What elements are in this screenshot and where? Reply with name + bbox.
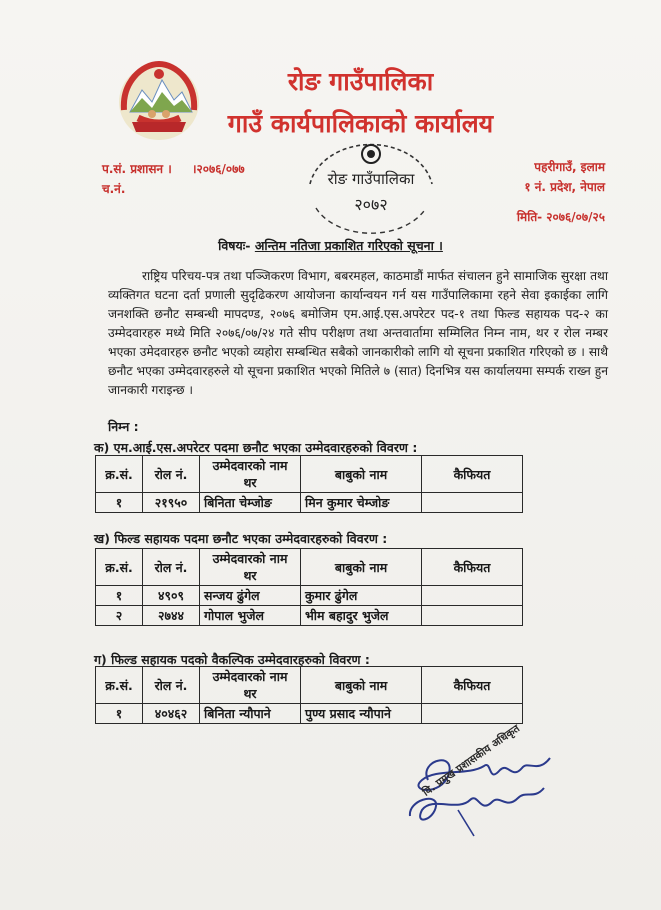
letter-date: मिति- २०७६/०७/२५ (516, 210, 605, 224)
column-header-father-name: बाबुको नाम (301, 667, 422, 704)
cell-candidate-name: सन्जय ढुंगेल (200, 586, 301, 606)
cell-father-name: कुमार ढुंगेल (301, 586, 422, 606)
column-header-father-name: बाबुको नाम (301, 456, 422, 493)
subject-line (0, 237, 661, 254)
office-name-line1: रोङ गाउँपालिका (287, 67, 434, 96)
list-intro-label: निम्न : (108, 419, 139, 434)
cell-serial: १ (96, 493, 143, 513)
cell-remarks (422, 606, 523, 626)
dispatch-label: च.नं. (102, 182, 126, 196)
cell-roll: २१९५० (143, 493, 200, 513)
column-header-serial: क्र.सं. (96, 456, 143, 493)
column-header-roll: रोल नं. (143, 667, 200, 704)
table-row (96, 586, 523, 606)
column-header-candidate-name: उम्मेदवारको नाम थर (200, 549, 301, 586)
cell-father-name: पुण्य प्रसाद न्यौपाने (301, 704, 422, 724)
office-seal-icon (296, 138, 446, 246)
alternate-candidates-table (95, 666, 523, 724)
table-header-row (96, 549, 523, 586)
cell-candidate-name: बिनिता न्यौपाने (200, 704, 301, 724)
cell-roll: ४९०९ (143, 586, 200, 606)
column-header-father-name: बाबुको नाम (301, 549, 422, 586)
mis-operator-table (95, 455, 523, 513)
subject-label: विषयः- (218, 238, 251, 253)
field-assistant-table (95, 548, 523, 626)
table-row (96, 493, 523, 513)
column-header-candidate-name: उम्मेदवारको नाम थर (200, 456, 301, 493)
column-header-remarks: कैफियत (422, 456, 523, 493)
cell-serial: १ (96, 586, 143, 606)
reference-label: प.सं. प्रशासन । (102, 162, 172, 176)
section-title-field-assistant: ख) फिल्ड सहायक पदमा छनौट भएका उम्मेदवारहरुको विवरण : (94, 531, 388, 546)
column-header-serial: क्र.सं. (96, 667, 143, 704)
cell-candidate-name: बिनिता चेम्जोङ (200, 493, 301, 513)
cell-remarks (422, 493, 523, 513)
column-header-remarks: कैफियत (422, 549, 523, 586)
table-header-row (96, 456, 523, 493)
table-row (96, 606, 523, 626)
column-header-roll: रोल नं. (143, 456, 200, 493)
cell-remarks (422, 704, 523, 724)
reference-number: ।२०७६/०७७ (192, 162, 245, 176)
column-header-candidate-name: उम्मेदवारको नाम थर (200, 667, 301, 704)
cell-candidate-name: गोपाल भुजेल (200, 606, 301, 626)
cell-remarks (422, 586, 523, 606)
table-row (96, 704, 523, 724)
cell-father-name: मिन कुमार चेम्जोङ (301, 493, 422, 513)
stamp-text-line2: २०७२ (354, 195, 388, 214)
cell-roll: ४०४६२ (143, 704, 200, 724)
column-header-serial: क्र.सं. (96, 549, 143, 586)
handwritten-signature (388, 740, 588, 870)
table-header-row (96, 667, 523, 704)
cell-serial: २ (96, 606, 143, 626)
section-title-alternate-candidates: ग) फिल्ड सहायक पदको वैकल्पिक उम्मेदवारहरुको विवरण : (94, 652, 370, 667)
section-title-mis-operator: क) एम.आई.एस.अपरेटर पदमा छनौट भएका उम्मेदवारहरुको विवरण : (94, 440, 418, 455)
column-header-roll: रोल नं. (143, 549, 200, 586)
address-line2: १ नं. प्रदेश, नेपाल (524, 180, 605, 194)
column-header-remarks: कैफियत (422, 667, 523, 704)
cell-father-name: भीम बहादुर भुजेल (301, 606, 422, 626)
signer-title: वि. प्रमुख प्रशासकीय अधिकृत (420, 722, 523, 799)
cell-roll: २७४४ (143, 606, 200, 626)
notice-body-paragraph: राष्ट्रिय परिचय-पत्र तथा पञ्जिकरण विभाग, बबरमहल, काठमाडौं मार्फत संचालन हुने सामाजिक सुरक्षा तथा व्यक्तिगत घटना दर्ता प्रणाली सुदृढिकरण आयोजना कार्यान्वयन गर्न यस गाउँपालिकामा रहने सेवा इकाईका लागि जनशक्ति छनौट सम्बन्धी मापदण्ड, २०७६ बमोजिम एम.आई.एस.अपरेटर पद-१ तथा फिल्ड सहायक पद-२ का उम्मेदवारहरु मध्ये मिति २०७६/०७/२४ गते सीप परीक्षण तथा अन्तवार्तामा सम्मिलित निम्न नाम, थर र रोल नम्बर भएका उमेदवारहरु छनौट भएको व्यहोरा सम्बन्धित सबैको जानकारीको लागि यो सूचना प्रकाशित गरिएको छ । साथै छनौट भएका उम्मेदवारहरुले यो सूचना प्रकाशित भएको मितिले ७ (सात) दिनभित्र यस कार्यालयमा सम्पर्क राख्न हुन जानकारी गराइन्छ । (108, 269, 608, 397)
stamp-text-line1: रोङ गाउँपालिका (327, 170, 415, 188)
cell-serial: १ (96, 704, 143, 724)
subject-text: अन्तिम नतिजा प्रकाशित गरिएको सूचना । (254, 238, 443, 253)
address-line1: पहरीगाउँ, इलाम (534, 160, 605, 174)
office-name-line2: गाउँ कार्यपालिकाको कार्यालय (227, 109, 494, 138)
